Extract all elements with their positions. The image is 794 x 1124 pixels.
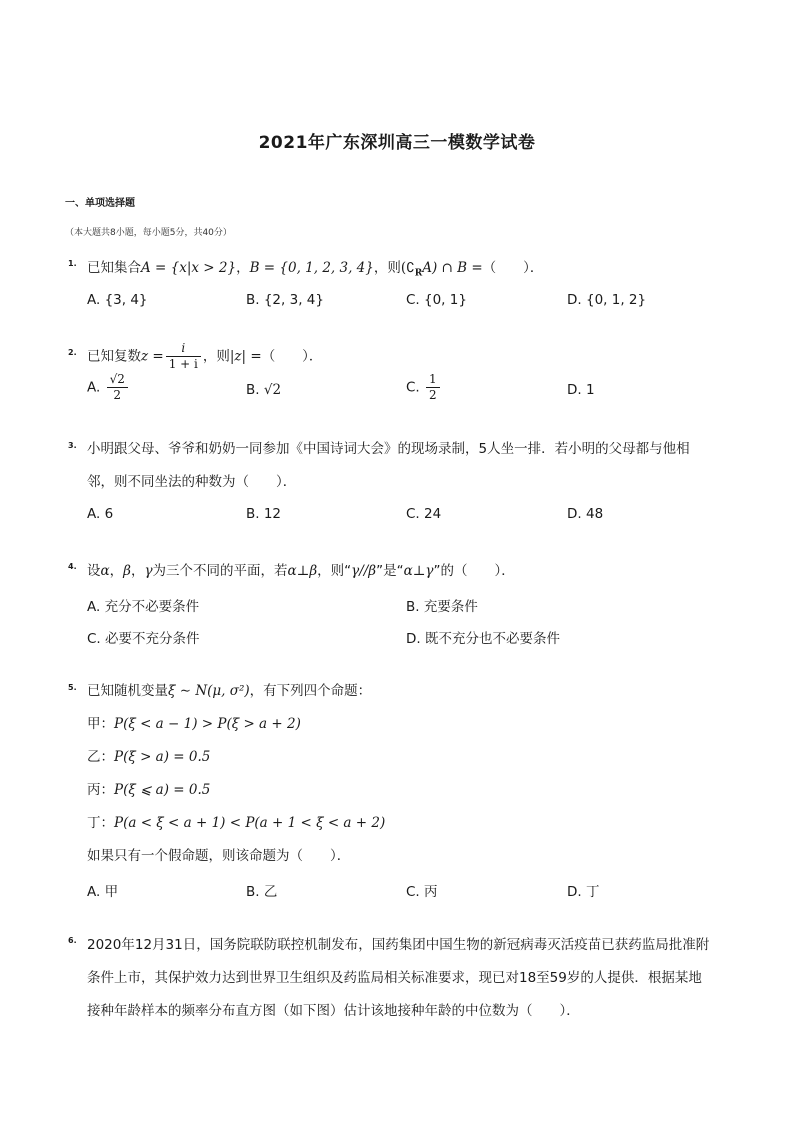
q1-text-a: 已知集合 [87,260,141,276]
q2-opt-a-num: √2 [109,372,125,386]
q5-text-b: ，有下列四个命题： [249,683,372,699]
question-number: 2. [68,348,77,357]
option-d[interactable]: D. 1 [567,382,595,398]
question-number: 6. [68,936,77,945]
q5-math-a: ξ ∼ N(μ, σ²) [168,683,250,699]
q1-sep-a: ， [236,260,250,276]
option-b[interactable] [246,382,281,398]
q4-math-e: γ//β [351,563,377,579]
q5-proposition-1 [87,708,737,741]
option-b[interactable]: B. {2, 3, 4} [246,292,324,308]
question-number: 4. [68,562,77,571]
q4-text-d: ”是“ [376,563,404,579]
q1-math-c2: A) ∩ B = [422,260,483,276]
option-c[interactable] [406,372,442,403]
q5-p2: P(ξ > a) = 0.5 [114,749,211,765]
q2-opt-b-label: B. [246,382,260,398]
q2-fraction [166,341,201,372]
q5-p4-label: 丁： [87,815,114,831]
q4-text-c: ，则“ [317,563,352,579]
option-b[interactable]: B. 充要条件 [406,599,478,615]
option-d[interactable]: D. 既不充分也不必要条件 [406,631,560,647]
question-number: 5. [68,683,77,692]
q2-opt-c-label: C. [406,379,420,396]
option-d[interactable]: D. 丁 [567,884,600,900]
q4-math-d: α⊥β [287,563,318,579]
q2-opt-a-den: 2 [107,387,128,403]
question-1-stem [87,252,737,291]
q5-proposition-3 [87,774,737,807]
q2-text-c: （ ）． [261,348,323,365]
question-2-stem [87,341,737,372]
q4-sep-b: ， [130,563,145,579]
q2-text-a: 已知复数 [87,348,141,365]
q2-opt-b-value: √2 [263,382,282,398]
option-d[interactable]: D. {0, 1, 2} [567,292,647,308]
q2-opt-c-den: 2 [426,387,440,403]
q1-text-c: （ ）． [482,260,544,276]
q5-p1: P(ξ < a − 1) > P(ξ > a + 2) [114,716,301,732]
q4-math-a: α [100,563,110,579]
q3-line-2: 邻，则不同坐法的种数为（ ）． [87,474,297,490]
question-number: 3. [68,441,77,450]
q4-sep-a: ， [109,563,124,579]
question-number: 1. [68,259,77,268]
option-a[interactable]: A. {3, 4} [87,292,148,308]
option-a[interactable]: A. 6 [87,506,114,522]
q5-intro [87,675,737,708]
q2-opt-c-fraction [426,372,440,403]
q1-math-b: B = {0, 1, 2, 3, 4} [249,260,374,276]
q5-closing: 如果只有一个假命题，则该命题为（ ）． [87,848,351,864]
q2-math-b: |z| = [229,348,262,365]
q4-math-c: γ [144,563,153,579]
q1-math-c: (∁ [400,260,415,276]
q5-proposition-4 [87,807,737,840]
q3-line-1: 小明跟父母、爷爷和奶奶一同参加《中国诗词大会》的现场录制，5人坐一排．若小明的父母都与他相 [87,441,690,457]
option-c[interactable]: C. 丙 [406,884,438,900]
question-6-stem [87,929,737,1028]
q4-math-f: α⊥γ [403,563,434,579]
q4-text-a: 设 [87,563,101,579]
question-5-stem [87,675,737,873]
option-c[interactable]: C. 24 [406,506,442,522]
q1-text-b: ，则 [373,260,401,276]
option-d[interactable]: D. 48 [567,506,604,522]
question-3-stem [87,433,737,499]
q2-text-b: ，则 [202,348,230,365]
q5-p2-label: 乙： [87,749,114,765]
q1-math-a: A = {x|x > 2} [141,260,237,276]
question-4-stem [87,555,737,588]
section-heading: 一、单项选择题 [65,198,135,209]
q2-frac-num: i [181,341,186,355]
q5-text-a: 已知随机变量 [87,683,168,699]
option-a[interactable]: A. 甲 [87,884,119,900]
q6-line-3: 接种年龄样本的频率分布直方图（如下图）估计该地接种年龄的中位数为（ ）． [87,1003,580,1019]
q2-math-a: z = [141,348,164,365]
q4-math-b: β [123,563,131,579]
option-b[interactable]: B. 乙 [246,884,278,900]
q4-text-b: 为三个不同的平面，若 [152,563,288,579]
option-b[interactable]: B. 12 [246,506,282,522]
q5-p3: P(ξ ⩽ a) = 0.5 [114,782,211,798]
option-c[interactable]: C. 必要不充分条件 [87,631,200,647]
q2-opt-a-label: A. [87,379,101,396]
page-title: 2021年广东深圳高三一模数学试卷 [258,133,536,153]
q2-opt-c-num: 1 [429,372,437,386]
section-note: （本大题共8小题，每小题5分，共40分） [65,228,232,238]
option-a[interactable] [87,372,130,403]
q6-line-1: 2020年12月31日，国务院联防联控机制发布，国药集团中国生物的新冠病毒灭活疫苗已获药监局批准附 [87,937,710,953]
q5-p3-label: 丙： [87,782,114,798]
q4-text-e: ”的（ ）． [433,563,515,579]
q2-opt-a-fraction [107,372,128,403]
q6-line-2: 条件上市，其保护效力达到世界卫生组织及药监局相关标准要求，现已对18至59岁的人提供．根据某地 [87,970,702,986]
q5-p4: P(a < ξ < a + 1) < P(a + 1 < ξ < a + 2) [114,815,386,831]
option-a[interactable]: A. 充分不必要条件 [87,599,200,615]
q1-math-c-sub: R [414,268,423,279]
q2-frac-den: 1 + i [166,356,201,372]
option-c[interactable]: C. {0, 1} [406,292,467,308]
q5-proposition-2 [87,741,737,774]
q5-p1-label: 甲： [87,716,114,732]
